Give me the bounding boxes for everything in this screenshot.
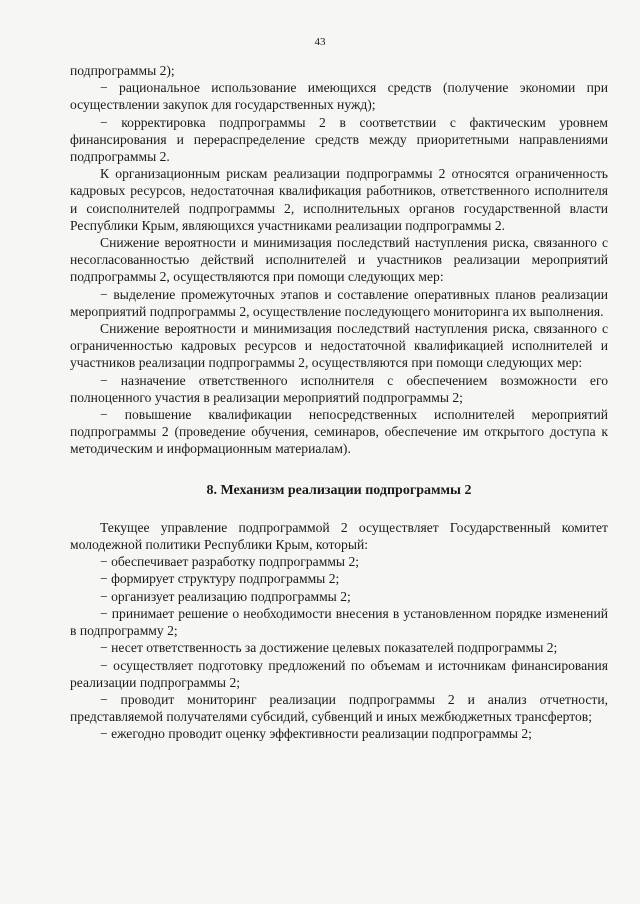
paragraph: подпрограммы 2); [70, 63, 175, 78]
mechanism-section [70, 519, 608, 743]
paragraph: − обеспечивает разработку подпрограммы 2; [100, 554, 360, 570]
risk-section [70, 62, 608, 458]
paragraph: Текущее управление подпрограммой 2 осуществляет Государственный комитет молодежной политики Республики Крым, который: [70, 519, 608, 553]
paragraph: − принимает решение о необходимости внесения в установленном порядке изменений в подпрограмму 2; [70, 605, 608, 639]
paragraph: − организует реализацию подпрограммы 2; [100, 588, 351, 604]
document-body [70, 62, 608, 743]
paragraph: К организационным рискам реализации подпрограммы 2 относятся ограниченность кадровых ресурсов, недостаточная квалификация работников, ответственного исполнителя и соисполнителей подпрограммы 2, исполнительных органов государственной власти Республики Крым, являющихся участниками реализации подпрограммы 2. [70, 166, 608, 233]
paragraph: − повышение квалификации непосредственных исполнителей мероприятий подпрограммы 2 (проведение обучения, семинаров, обеспечение им открытого доступа к методическим и информационным материалам). [70, 407, 608, 457]
paragraph: − назначение ответственного исполнителя с обеспечением возможности его полноценного участия в реализации мероприятий подпрограммы 2; [70, 372, 608, 405]
paragraph: − несет ответственность за достижение целевых показателей подпрограммы 2; [100, 640, 558, 656]
paragraph: Снижение вероятности и минимизация последствий наступления риска, связанного с несогласованностью действий исполнителей и участников реализации мероприятий подпрограммы 2, осуществляются при помощи следующих мер: [70, 235, 608, 285]
paragraph: − проводит мониторинг реализации подпрограммы 2 и анализ отчетности, представляемой получателями субсидий, субвенций и иных межбюджетных трансфертов; [70, 691, 608, 725]
paragraph: − ежегодно проводит оценку эффективности реализации подпрограммы 2; [100, 726, 532, 742]
paragraph: − рациональное использование имеющихся средств (получение экономии при осуществлении закупок для государственных нужд); [70, 80, 608, 113]
section-heading: 8. Механизм реализации подпрограммы 2 [206, 482, 472, 498]
paragraph: Снижение вероятности и минимизация последствий наступления риска, связанного с ограниченностью кадровых ресурсов и недостаточной квалификацией исполнителей и участников реализации подпрограммы 2, осуществляются при помощи следующих мер: [70, 321, 608, 371]
paragraph: − корректировка подпрограммы 2 в соответствии с фактическим уровнем финансирования и перераспределение средств между приоритетными направлениями подпрограммы 2. [70, 114, 608, 165]
paragraph: − формирует структуру подпрограммы 2; [100, 571, 340, 587]
paragraph: − выделение промежуточных этапов и составление оперативных планов реализации мероприятий подпрограммы 2, осуществление последующего мониторинга их выполнения. [70, 286, 608, 319]
page-number: 43 [314, 36, 326, 48]
paragraph: − осуществляет подготовку предложений по объемам и источникам финансирования реализации подпрограммы 2; [70, 657, 608, 690]
